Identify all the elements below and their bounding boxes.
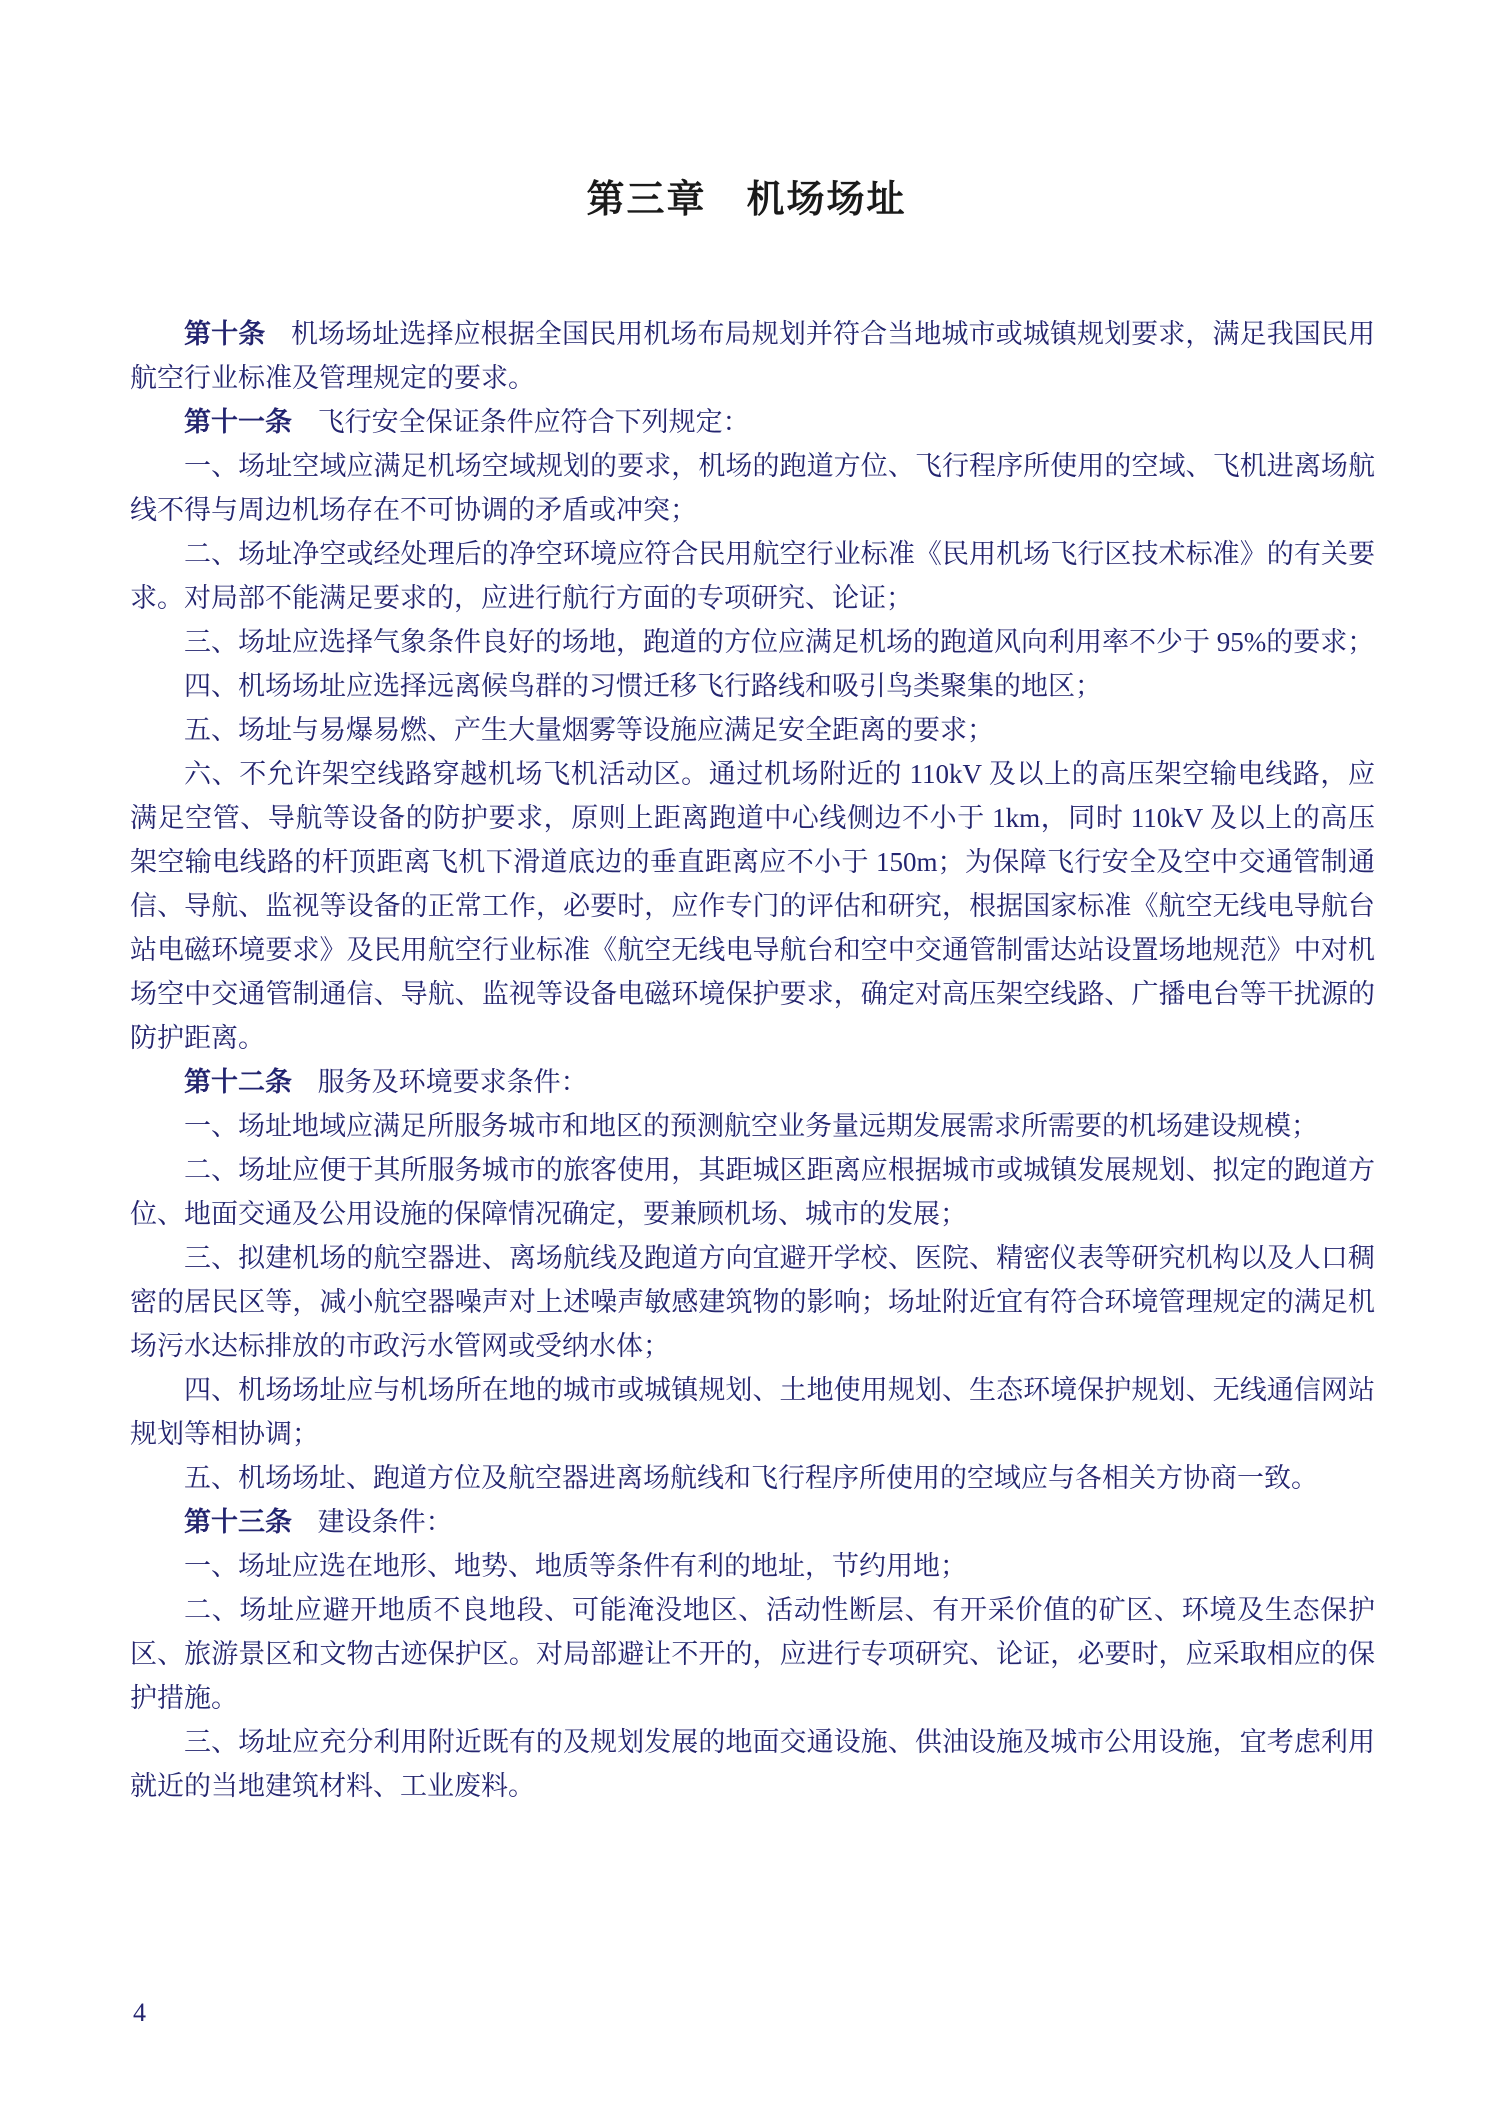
paragraph-article-12 <box>130 1060 1375 1104</box>
paragraph-text: 三、拟建机场的航空器进、离场航线及跑道方向宜避开学校、医院、精密仪表等研究机构以及人口稠密的居民区等，减小航空器噪声对上述噪声敏感建筑物的影响；场址附近宜有符合环境管理规定的满足机场污水达标排放的市政污水管网或受纳水体； <box>130 1242 1375 1361</box>
paragraph-item <box>130 1456 1375 1500</box>
paragraph-item <box>130 1544 1375 1588</box>
paragraph-text: 四、机场场址应选择远离候鸟群的习惯迁移飞行路线和吸引鸟类聚集的地区； <box>184 670 1102 701</box>
chapter-title: 第三章 机场场址 <box>586 179 907 221</box>
paragraph-text: 三、场址应充分利用附近既有的及规划发展的地面交通设施、供油设施及城市公用设施，宜考虑利用就近的当地建筑材料、工业废料。 <box>130 1726 1375 1801</box>
page-number: 4 <box>133 1998 146 2027</box>
paragraph-text: 二、场址应便于其所服务城市的旅客使用，其距城区距离应根据城市或城镇发展规划、拟定的跑道方位、地面交通及公用设施的保障情况确定，要兼顾机场、城市的发展； <box>130 1154 1375 1229</box>
paragraph-text: 六、不允许架空线路穿越机场飞机活动区。通过机场附近的 110kV 及以上的高压架空输电线路，应满足空管、导航等设备的防护要求，原则上距离跑道中心线侧边不小于 1km，同时 110kV 及以上的高压架空输电线路的杆顶距离飞机下滑道底边的垂直距离应不小于 150m；为保障飞行安全及空中交通管制通信、导航、监视等设备的正常工作，必要时，应作专门的评估和研究，根据国家标准《航空无线电导航台站电磁环境要求》及民用航空行业标准《航空无线电导航台和空中交通管制雷达站设置场地规范》中对机场空中交通管制通信、导航、监视等设备电磁环境保护要求，确定对高压架空线路、广播电台等干扰源的防护距离。 <box>130 758 1375 1053</box>
paragraph-text: 一、场址地域应满足所服务城市和地区的预测航空业务量远期发展需求所需要的机场建设规模； <box>184 1110 1318 1141</box>
paragraph-item <box>130 708 1375 752</box>
paragraph-text: 飞行安全保证条件应符合下列规定： <box>317 406 750 437</box>
article-label: 第十一条 <box>184 406 292 437</box>
paragraph-item <box>130 1148 1375 1236</box>
paragraph-item <box>130 444 1375 532</box>
paragraph-text: 二、场址净空或经处理后的净空环境应符合民用航空行业标准《民用机场飞行区技术标准》的有关要求。对局部不能满足要求的，应进行航行方面的专项研究、论证； <box>130 538 1375 613</box>
paragraph-text: 服务及环境要求条件： <box>317 1066 588 1097</box>
article-label: 第十三条 <box>184 1506 292 1537</box>
paragraph-text: 五、场址与易爆易燃、产生大量烟雾等设施应满足安全距离的要求； <box>184 714 994 745</box>
paragraph-article-13 <box>130 1500 1375 1544</box>
paragraph-article-10 <box>130 312 1375 400</box>
document-body <box>0 312 1493 1808</box>
paragraph-text: 一、场址空域应满足机场空域规划的要求，机场的跑道方位、飞行程序所使用的空域、飞机进离场航线不得与周边机场存在不可协调的矛盾或冲突； <box>130 450 1375 525</box>
paragraph-text: 三、场址应选择气象条件良好的场地，跑道的方位应满足机场的跑道风向利用率不少于 95%的要求； <box>184 626 1375 657</box>
paragraph-text: 二、场址应避开地质不良地段、可能淹没地区、活动性断层、有开采价值的矿区、环境及生态保护区、旅游景区和文物古迹保护区。对局部避让不开的，应进行专项研究、论证，必要时，应采取相应的保护措施。 <box>130 1594 1375 1713</box>
paragraph-item <box>130 1104 1375 1148</box>
paragraph-item <box>130 1588 1375 1720</box>
paragraph-text: 一、场址应选在地形、地势、地质等条件有利的地址，节约用地； <box>184 1550 967 1581</box>
paragraph-item <box>130 664 1375 708</box>
article-label: 第十二条 <box>184 1066 292 1097</box>
paragraph-text: 建设条件： <box>317 1506 453 1537</box>
paragraph-item <box>130 1368 1375 1456</box>
paragraph-item <box>130 752 1375 1060</box>
paragraph-article-11 <box>130 400 1375 444</box>
paragraph-text: 四、机场场址应与机场所在地的城市或城镇规划、土地使用规划、生态环境保护规划、无线通信网站规划等相协调； <box>130 1374 1375 1449</box>
paragraph-item <box>130 1236 1375 1368</box>
paragraph-text: 五、机场场址、跑道方位及航空器进离场航线和飞行程序所使用的空域应与各相关方协商一致。 <box>184 1462 1318 1493</box>
paragraph-item <box>130 620 1375 664</box>
article-label: 第十条 <box>184 318 266 349</box>
paragraph-text: 机场场址选择应根据全国民用机场布局规划并符合当地城市或城镇规划要求，满足我国民用航空行业标准及管理规定的要求。 <box>130 318 1375 393</box>
paragraph-item <box>130 1720 1375 1808</box>
paragraph-item <box>130 532 1375 620</box>
